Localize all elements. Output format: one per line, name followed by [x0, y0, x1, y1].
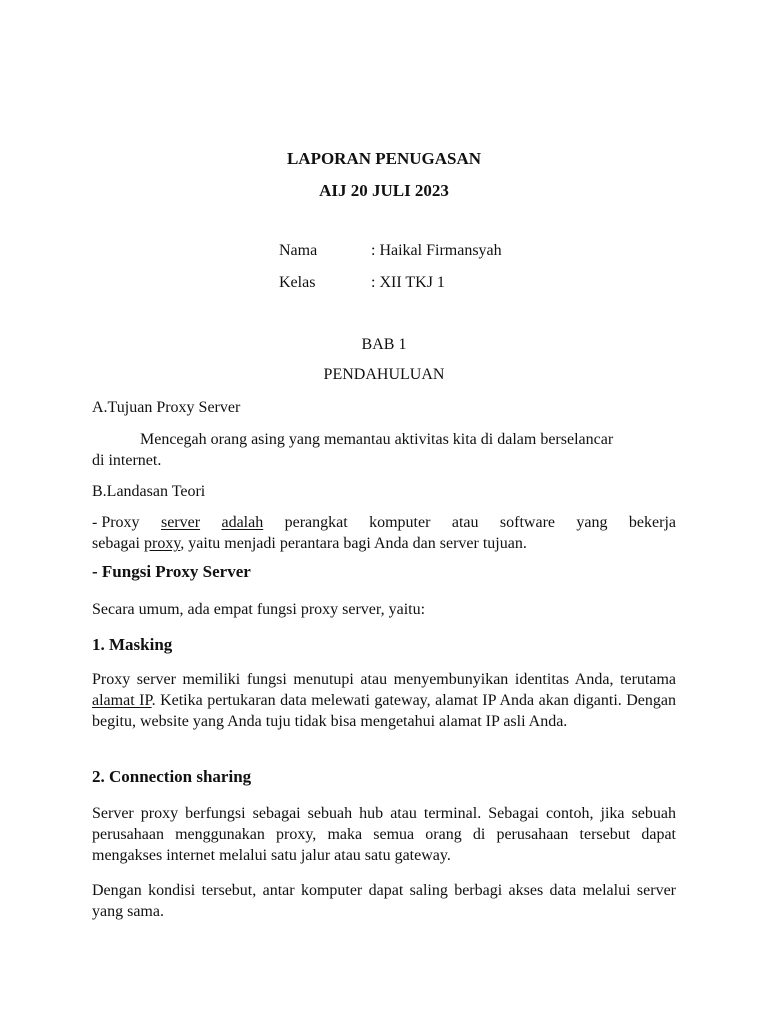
section-a-paragraph: [92, 429, 676, 471]
section-a-heading: A.Tujuan Proxy Server: [92, 399, 241, 416]
word: komputer: [369, 514, 431, 531]
fungsi-heading: - Fungsi Proxy Server: [92, 562, 251, 581]
section-a-line2: di internet.: [92, 452, 162, 469]
masking-text-post: . Ketika pertukaran data melewati gateway, alamat IP Anda akan diganti. Dengan begitu, website yang Anda tuju tidak bisa mengetahui alamat IP asli Anda.: [92, 692, 677, 730]
class-label: Kelas: [279, 274, 316, 291]
section-b-heading: B.Landasan Teori: [92, 483, 206, 500]
chapter-number: BAB 1: [361, 336, 407, 353]
proxy-dash-text: - Proxy: [92, 514, 140, 531]
name-value: : Haikal Firmansyah: [371, 242, 502, 259]
sharing-heading: 2. Connection sharing: [92, 767, 252, 786]
link-proxy[interactable]: proxy: [143, 535, 181, 552]
section-a-line1: Mencegah orang asing yang memantau aktivitas kita di dalam berselancar: [140, 431, 614, 448]
word: software: [499, 514, 555, 531]
masking-text-pre: Proxy server memiliki fungsi menutupi atau menyembunyikan identitas Anda, terutama: [92, 671, 676, 688]
chapter-title: PENDAHULUAN: [323, 366, 445, 383]
word: atau: [451, 514, 479, 531]
name-label: Nama: [279, 242, 318, 259]
sharing-paragraph-2: Dengan kondisi tersebut, antar komputer dapat saling berbagi akses data melalui server yang sama.: [92, 882, 676, 920]
word: perangkat: [284, 514, 348, 531]
link-adalah[interactable]: adalah: [221, 514, 264, 531]
class-value: : XII TKJ 1: [371, 274, 445, 291]
sharing-paragraph-1: Server proxy berfungsi sebagai sebuah hub atau terminal. Sebagai contoh, jika sebuah perusahaan menggunakan proxy, maka semua orang di perusahaan tersebut dapat mengakses internet melalui satu jalur atau satu gateway.: [92, 805, 676, 864]
fungsi-intro: Secara umum, ada empat fungsi proxy server, yaitu:: [92, 601, 426, 618]
masking-heading: 1. Masking: [92, 635, 173, 654]
document-title: LAPORAN PENUGASAN: [286, 149, 482, 168]
word: bekerja: [628, 514, 676, 531]
section-b-line2-post: , yaitu menjadi perantara bagi Anda dan server tujuan.: [180, 535, 527, 552]
link-alamat-ip[interactable]: alamat IP: [92, 692, 152, 709]
masking-paragraph: [92, 669, 676, 732]
link-server[interactable]: server: [160, 514, 201, 531]
document-subtitle: AIJ 20 JULI 2023: [319, 181, 449, 200]
word: yang: [576, 514, 608, 531]
section-b-line2-pre: sebagai: [92, 535, 144, 552]
section-b-paragraph: [92, 512, 676, 554]
